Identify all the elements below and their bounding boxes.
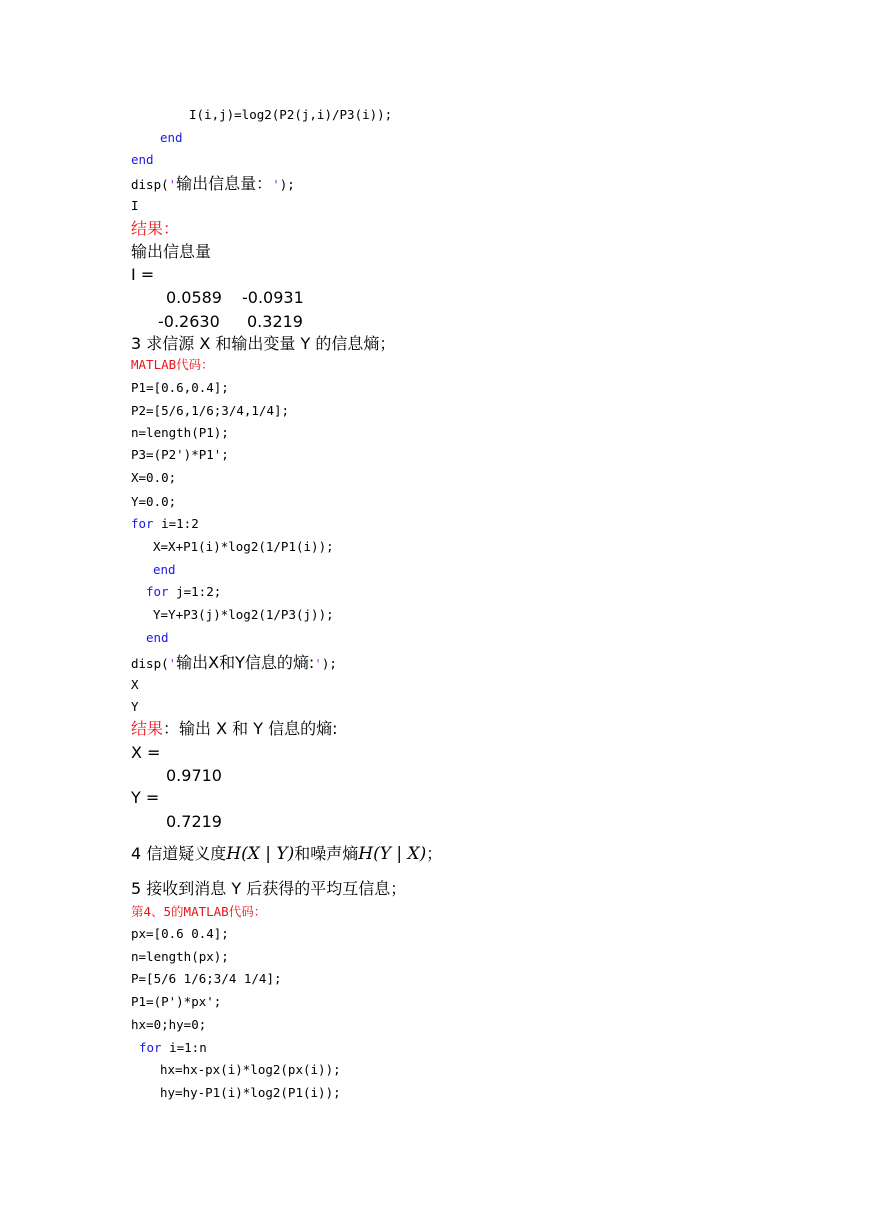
code-line: Y=0.0; xyxy=(131,494,177,509)
code-keyword-end: end xyxy=(153,562,176,577)
code-label: MATLAB代码： xyxy=(131,357,214,372)
result-var: Y = xyxy=(131,788,160,807)
result-var: I = xyxy=(131,265,155,284)
code-line-assign-i: I(i,j)=log2(P2(j,i)/P3(i)); xyxy=(189,107,393,122)
code-string-quote: ' xyxy=(272,177,280,192)
math-expression: H(Y | X) xyxy=(358,844,427,864)
section-text: ； xyxy=(426,844,443,863)
code-line-disp xyxy=(131,655,337,671)
section-title: 3 求信源 X 和输出变量 Y 的信息熵； xyxy=(131,334,396,353)
code-text: ); xyxy=(279,177,295,192)
matrix-cell: -0.0931 xyxy=(242,288,304,307)
code-line: P1=(P')*px'; xyxy=(131,994,222,1009)
code-text: disp( xyxy=(131,177,169,192)
code-line: Y=Y+P3(j)*log2(1/P3(j)); xyxy=(153,607,334,622)
code-line-var: X xyxy=(131,677,139,692)
code-keyword-for: for xyxy=(139,1040,162,1055)
result-var: X = xyxy=(131,743,161,762)
code-text: i=1:n xyxy=(161,1040,207,1055)
code-line-for xyxy=(146,586,221,599)
code-keyword-for: for xyxy=(146,584,169,599)
code-line: n=length(px); xyxy=(131,949,229,964)
section-text: 和噪声熵 xyxy=(294,844,359,863)
code-keyword-end: end xyxy=(160,130,183,145)
code-line-var: I xyxy=(131,198,139,213)
code-text: i=1:2 xyxy=(153,516,199,531)
math-expression: H(X | Y) xyxy=(226,844,295,864)
result-line xyxy=(131,721,338,737)
code-line: P=[5/6 1/6;3/4 1/4]; xyxy=(131,971,282,986)
code-line: hy=hy-P1(i)*log2(P1(i)); xyxy=(160,1085,341,1100)
code-line: n=length(P1); xyxy=(131,425,229,440)
code-string-quote: ' xyxy=(314,656,322,671)
result-label: 结果： xyxy=(131,219,180,238)
code-line: X=X+P1(i)*log2(1/P1(i)); xyxy=(153,539,334,554)
section-text: 4 信道疑义度 xyxy=(131,844,227,863)
code-line-for xyxy=(139,1042,207,1055)
section-title: 5 接收到消息 Y 后获得的平均互信息； xyxy=(131,879,407,898)
code-text: j=1:2; xyxy=(168,584,222,599)
code-string-quote: ' xyxy=(168,177,177,192)
code-string-text: 输出X和Y信息的熵: xyxy=(176,653,315,672)
code-line-for xyxy=(131,518,199,531)
section-title xyxy=(131,846,442,863)
code-keyword-end: end xyxy=(131,152,154,167)
result-label: 结果 xyxy=(131,719,164,738)
code-line: P1=[0.6,0.4]; xyxy=(131,380,229,395)
result-value: 0.9710 xyxy=(166,766,222,785)
code-string-quote: ' xyxy=(168,656,177,671)
code-line: px=[0.6 0.4]; xyxy=(131,926,229,941)
code-line: hx=0;hy=0; xyxy=(131,1017,207,1032)
code-label: 第4、5的MATLAB代码： xyxy=(131,904,267,919)
code-line-var: Y xyxy=(131,699,139,714)
result-heading: 输出信息量 xyxy=(131,242,212,261)
result-text: ：输出 X 和 Y 信息的熵: xyxy=(163,719,338,738)
code-text: disp( xyxy=(131,656,169,671)
code-line: X=0.0; xyxy=(131,470,177,485)
matrix-cell: 0.3219 xyxy=(247,312,303,331)
code-keyword-for: for xyxy=(131,516,154,531)
matrix-cell: -0.2630 xyxy=(158,312,220,331)
code-text: ); xyxy=(321,656,337,671)
result-value: 0.7219 xyxy=(166,812,222,831)
code-line: hx=hx-px(i)*log2(px(i)); xyxy=(160,1062,341,1077)
code-line-disp xyxy=(131,176,295,192)
code-string-text: 输出信息量： xyxy=(176,174,273,193)
code-line: P2=[5/6,1/6;3/4,1/4]; xyxy=(131,403,290,418)
code-line: P3=(P2')*P1'; xyxy=(131,447,229,462)
code-keyword-end: end xyxy=(146,630,169,645)
matrix-cell: 0.0589 xyxy=(166,288,222,307)
